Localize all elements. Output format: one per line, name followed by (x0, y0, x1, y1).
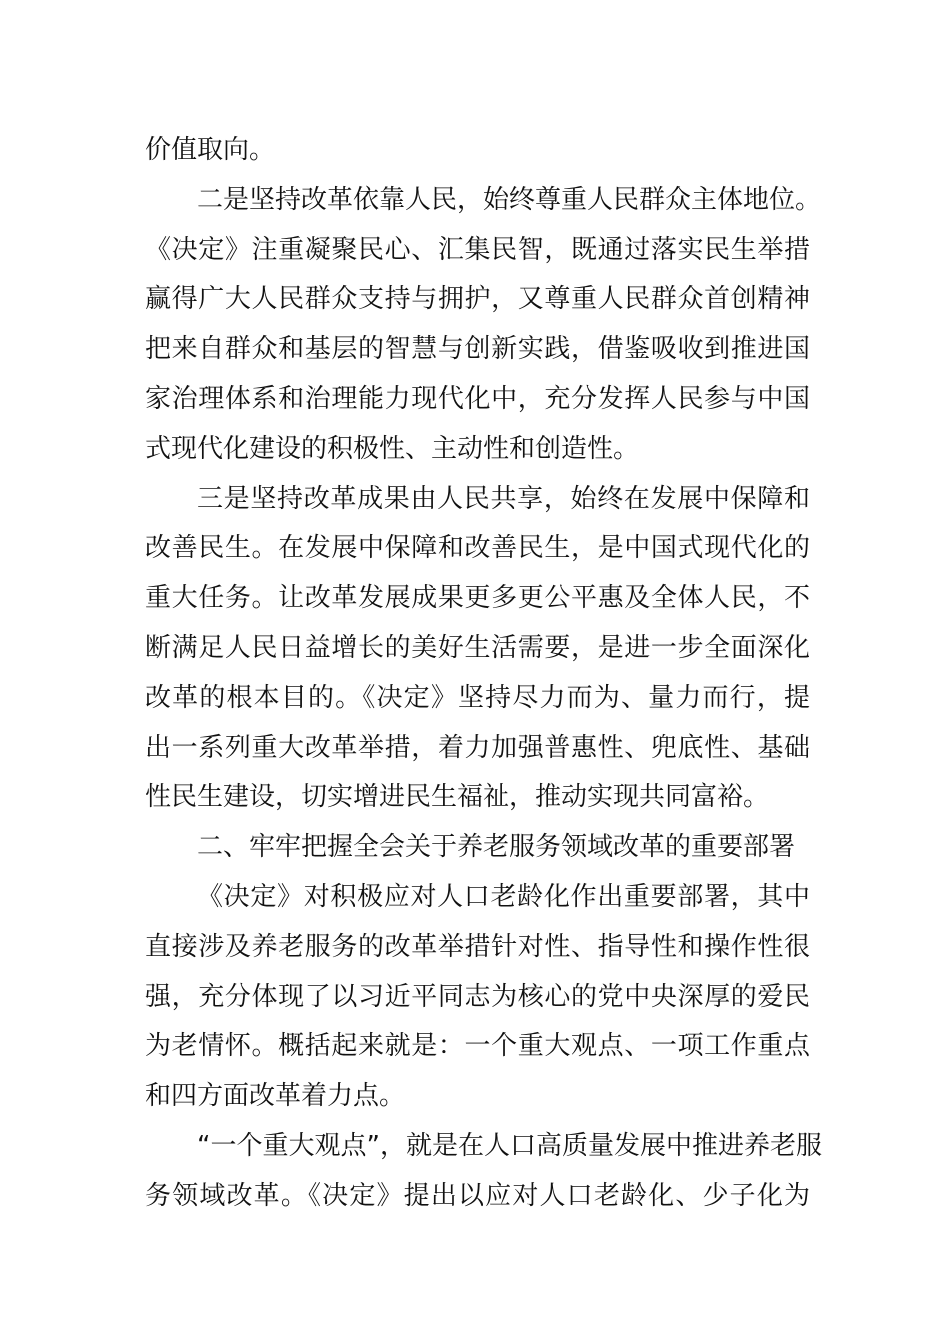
text-line: 务领域改革。《决定》提出以应对人口老龄化、少子化为 (145, 1180, 810, 1211)
text-line: 把来自群众和基层的智慧与创新实践，借鉴吸收到推进国 (145, 334, 810, 365)
text-line: 价值取向。 (145, 135, 276, 165)
text-line: 性民生建设，切实增进民生福祉，推动实现共同富裕。 (145, 782, 770, 813)
section-heading: 二、牢牢把握全会关于养老服务领域改革的重要部署 (197, 832, 796, 863)
text-line: 改善民生。在发展中保障和改善民生，是中国式现代化的 (145, 533, 810, 564)
text-line: 《决定》注重凝聚民心、汇集民智，既通过落实民生举措 (145, 234, 810, 265)
paragraph-first-line: 《决定》对积极应对人口老龄化作出重要部署，其中 (197, 881, 810, 912)
document-body (145, 126, 822, 1222)
text-line: 直接涉及养老服务的改革举措针对性、指导性和操作性很 (145, 931, 810, 962)
text-line: 家治理体系和治理能力现代化中，充分发挥人民参与中国 (145, 383, 810, 414)
text-line: 强，充分体现了以习近平同志为核心的党中央深厚的爱民 (145, 981, 810, 1012)
text-line: 为老情怀。概括起来就是：一个重大观点、一项工作重点 (145, 1031, 810, 1062)
text-line: 和四方面改革着力点。 (145, 1081, 406, 1112)
text-line: 式现代化建设的积极性、主动性和创造性。 (145, 433, 640, 464)
text-line: 断满足人民日益增长的美好生活需要，是进一步全面深化 (145, 632, 810, 663)
paragraph-first-line: 二是坚持改革依靠人民，始终尊重人民群众主体地位。 (197, 184, 822, 215)
text-line: 赢得广大人民群众支持与拥护，又尊重人民群众首创精神 (145, 284, 810, 315)
text-line: 改革的根本目的。《决定》坚持尽力而为、量力而行，提 (145, 682, 810, 713)
paragraph-first-line: 三是坚持改革成果由人民共享，始终在发展中保障和 (197, 483, 810, 514)
text-line: 重大任务。让改革发展成果更多更公平惠及全体人民，不 (145, 583, 810, 614)
text-line: 出一系列重大改革举措，着力加强普惠性、兜底性、基础 (145, 732, 810, 763)
paragraph-first-line: “一个重大观点”，就是在人口高质量发展中推进养老服 (197, 1130, 822, 1161)
